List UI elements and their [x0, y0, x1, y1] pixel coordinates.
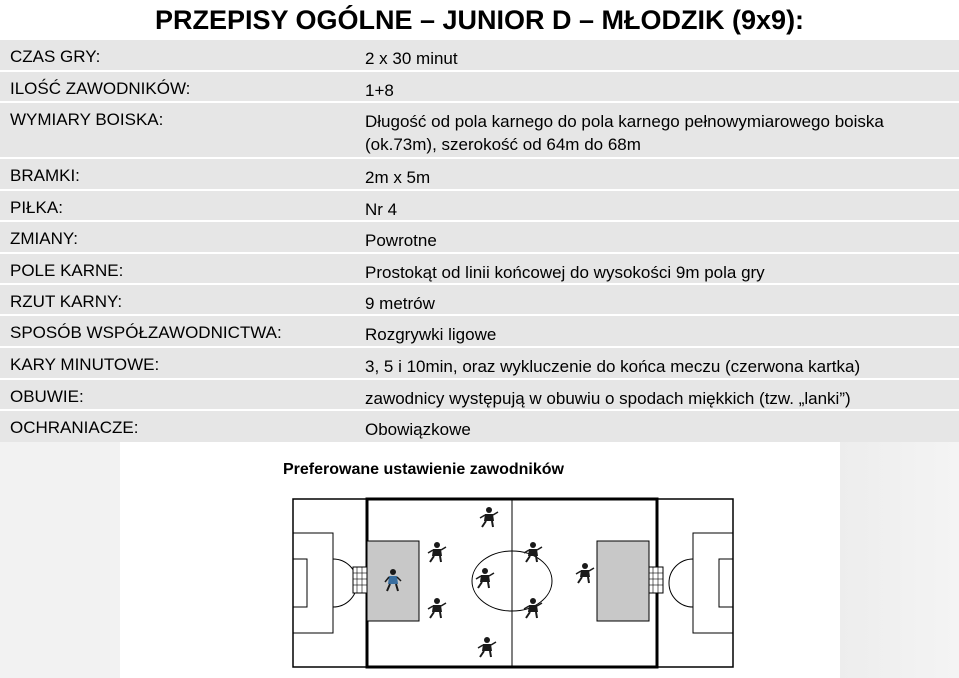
rule-value: 2m x 5m	[365, 168, 431, 187]
rule-value: 1+8	[365, 81, 394, 100]
rule-label: CZAS GRY:	[10, 47, 101, 66]
rule-value: 9 metrów	[365, 294, 435, 313]
rule-row-zmiany	[0, 220, 959, 252]
rule-value: 2 x 30 minut	[365, 49, 458, 68]
rule-row-ilosc-zawodnikow	[0, 70, 959, 101]
rule-row-wymiary-boiska	[0, 101, 959, 157]
diagram-caption: Preferowane ustawienie zawodników	[283, 461, 564, 478]
rule-value: zawodnicy występują w obuwiu o spodach miękkich (tzw. „lanki”)	[365, 389, 851, 408]
rule-label: POLE KARNE:	[10, 261, 124, 280]
rule-label: SPOSÓB WSPÓŁZAWODNICTWA:	[10, 323, 282, 342]
rule-label: ILOŚĆ ZAWODNIKÓW:	[10, 79, 191, 98]
pitch-svg	[289, 495, 739, 670]
rule-label: RZUT KARNY:	[10, 292, 123, 311]
rule-value: Rozgrywki ligowe	[365, 325, 497, 344]
rule-row-czas-gry	[0, 38, 959, 70]
left-goal	[353, 567, 367, 593]
rule-row-kary-minutowe	[0, 346, 959, 378]
rule-row-rzut-karny	[0, 283, 959, 314]
rule-row-bramki	[0, 157, 959, 189]
rule-value: Długość od pola karnego do pola karnego pełnowymiarowego boiska (ok.73m), szerokość od 64m do 68m	[365, 112, 884, 154]
rule-label: BRAMKI:	[10, 166, 80, 185]
rule-row-sposob-wspolzawodnictwa	[0, 314, 959, 346]
rule-row-pilka	[0, 189, 959, 220]
rule-value: Powrotne	[365, 231, 437, 250]
rule-value: Prostokąt od linii końcowej do wysokości 9m pola gry	[365, 263, 765, 282]
pitch-diagram	[289, 495, 739, 675]
rule-label: OCHRANIACZE:	[10, 418, 139, 437]
rule-row-pole-karne	[0, 252, 959, 283]
rule-value: Obowiązkowe	[365, 420, 471, 439]
rule-value: Nr 4	[365, 200, 398, 219]
rule-label: OBUWIE:	[10, 387, 84, 406]
rule-label: KARY MINUTOWE:	[10, 355, 160, 374]
rule-label: ZMIANY:	[10, 229, 79, 248]
page-title: PRZEPISY OGÓLNE – JUNIOR D – MŁODZIK (9x9):	[154, 5, 805, 35]
rule-row-obuwie	[0, 378, 959, 409]
rule-label: PIŁKA:	[10, 198, 63, 217]
rule-row-ochraniacze	[0, 409, 959, 442]
rule-value: 3, 5 i 10min, oraz wykluczenie do końca meczu (czerwona kartka)	[365, 357, 861, 376]
right-penalty-area	[597, 541, 649, 621]
rule-label: WYMIARY BOISKA:	[10, 110, 164, 129]
right-goal	[649, 567, 663, 593]
